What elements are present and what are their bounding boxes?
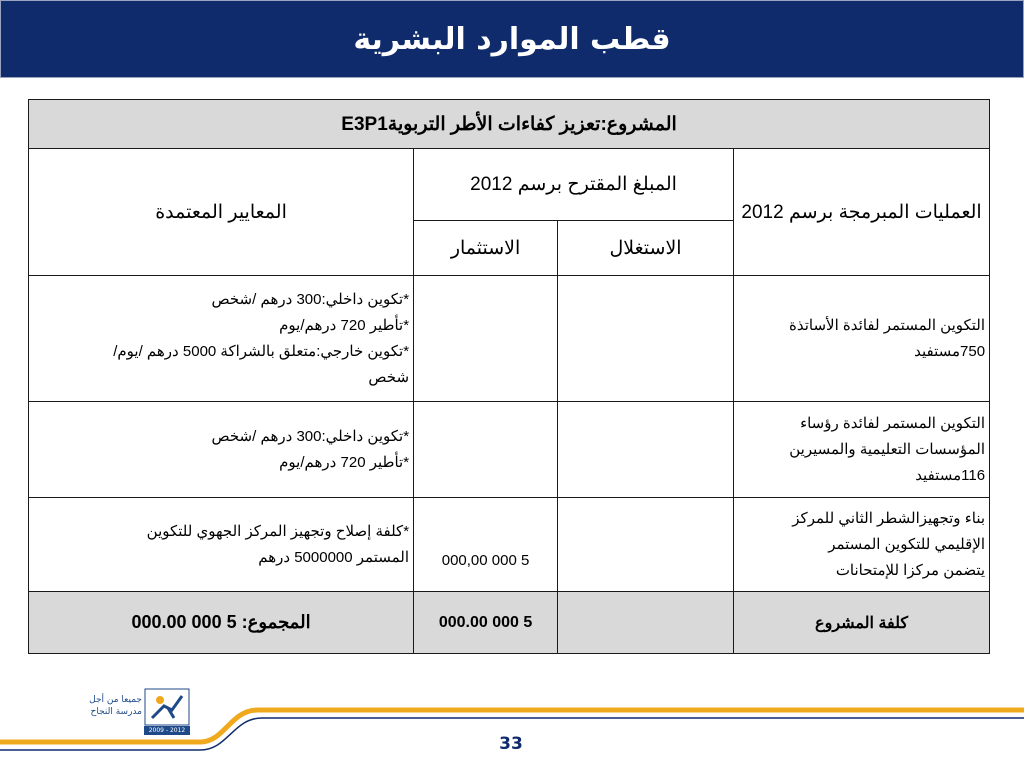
logo-years: 2009 - 2012 <box>144 726 190 735</box>
operation-cell: التكوين المستمر لفائدة رؤساء المؤسسات التعليمية والمسيرين 116مستفيد <box>734 402 990 498</box>
table-row <box>29 402 990 498</box>
title-bar <box>0 0 1024 78</box>
investment-cell <box>414 402 558 498</box>
project-header: المشروع:تعزيز كفاءات الأطر التربويةE3P1 <box>29 100 990 149</box>
criteria-cell: *تكوين داخلي:300 درهم /شخص *تأطير 720 درهم/يوم *تكوين خارجي:متعلق بالشراكة 5000 درهم /يوم/ شخص <box>29 276 414 402</box>
operation-cell: التكوين المستمر لفائدة الأساتذة 750مستفيد <box>734 276 990 402</box>
amount-header: المبلغ المقترح برسم 2012 <box>414 149 734 221</box>
exploitation-cell <box>558 498 734 592</box>
total-exploitation <box>558 592 734 654</box>
exploitation-header: الاستغلال <box>558 221 734 276</box>
table-row <box>29 498 990 592</box>
total-investment: 5 000 000.00 <box>414 592 558 654</box>
table-row <box>29 276 990 402</box>
page-title: قطب الموارد البشرية <box>353 21 671 57</box>
investment-cell: 5 000 000,00 <box>414 498 558 592</box>
total-sum: المجموع: 5 000 000.00 <box>29 592 414 654</box>
operations-header: العمليات المبرمجة برسم 2012 <box>734 149 990 276</box>
criteria-header: المعايير المعتمدة <box>29 149 414 276</box>
criteria-cell: *تكوين داخلي:300 درهم /شخص *تأطير 720 درهم/يوم <box>29 402 414 498</box>
budget-table <box>28 99 990 654</box>
criteria-cell: *كلفة إصلاح وتجهيز المركز الجهوي للتكوين المستمر 5000000 درهم <box>29 498 414 592</box>
page-number: 33 <box>499 734 523 754</box>
exploitation-cell <box>558 402 734 498</box>
exploitation-cell <box>558 276 734 402</box>
operation-cell: بناء وتجهيزالشطر الثاني للمركز الإقليمي للتكوين المستمر يتضمن مركزا للإمتحانات <box>734 498 990 592</box>
school-logo: جميعا من أجل مدرسة النجاح 2009 - 2012 <box>52 688 192 734</box>
investment-header: الاستثمار <box>414 221 558 276</box>
investment-cell <box>414 276 558 402</box>
project-cost-label: كلفة المشروع <box>734 592 990 654</box>
total-row <box>29 592 990 654</box>
